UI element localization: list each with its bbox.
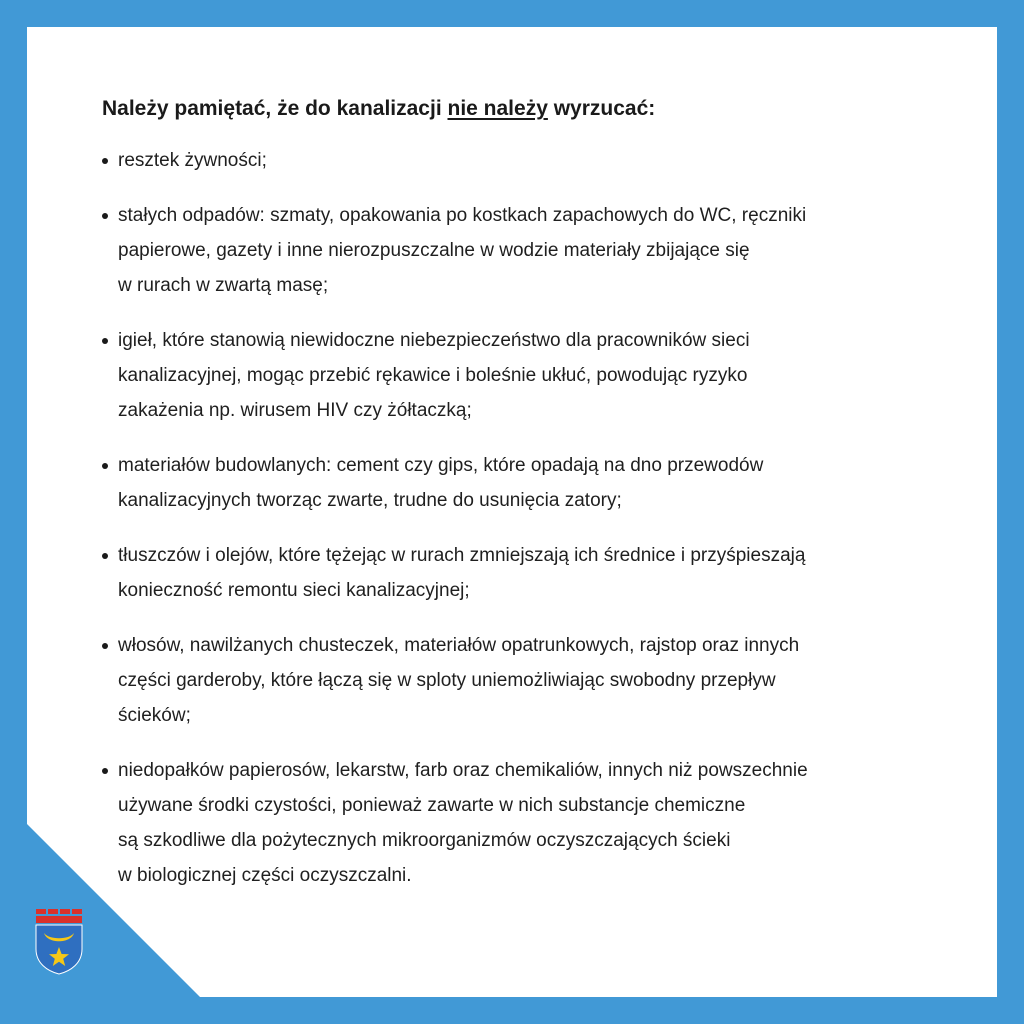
prohibited-items-list [102,143,932,913]
list-item-line: konieczność remontu sieci kanalizacyjnej; [118,580,470,601]
list-item-line: stałych odpadów: szmaty, opakowania po kostkach zapachowych do WC, ręczniki [118,205,807,226]
list-item [102,628,932,733]
list-item [102,198,932,303]
list-item-line: tłuszczów i olejów, które tężejąc w rurach zmniejszają ich średnice i przyśpieszają [118,545,806,566]
list-item-line: części garderoby, które łączą się w sploty uniemożliwiając swobodny przepływ [118,670,776,691]
list-item-line: niedopałków papierosów, lekarstw, farb oraz chemikaliów, innych niż powszechnie [118,760,808,781]
coat-of-arms-icon [35,907,83,975]
heading-prefix: Należy pamiętać, że do kanalizacji [102,97,448,120]
list-item-line: papierowe, gazety i inne nierozpuszczalne w wodzie materiały zbijające się [118,240,750,261]
list-item-line: resztek żywności; [118,150,267,171]
list-item-line: igieł, które stanowią niewidoczne niebezpieczeństwo dla pracowników sieci [118,330,750,351]
list-item [102,538,932,608]
list-item [102,323,932,428]
list-item-line: w rurach w zwartą masę; [118,275,329,296]
heading-suffix: wyrzucać: [547,97,656,120]
list-item [102,448,932,518]
page-heading [102,97,655,121]
list-item-line: ścieków; [118,705,191,726]
list-item-line: materiałów budowlanych: cement czy gips, które opadają na dno przewodów [118,455,764,476]
list-item-line: włosów, nawilżanych chusteczek, materiałów opatrunkowych, rajstop oraz innych [118,635,800,656]
list-item-line: kanalizacyjnej, mogąc przebić rękawice i boleśnie ukłuć, powodując ryzyko [118,365,748,386]
list-item-line: są szkodliwe dla pożytecznych mikroorganizmów oczyszczających ścieki [118,830,731,851]
list-item-line: w biologicznej części oczyszczalni. [118,865,412,886]
list-item-line: używane środki czystości, ponieważ zawarte w nich substancje chemiczne [118,795,746,816]
list-item-line: zakażenia np. wirusem HIV czy żółtaczką; [118,400,472,421]
list-item [102,143,932,178]
corner-decoration [0,824,200,1024]
heading-emphasis: nie należy [447,97,548,120]
list-item-line: kanalizacyjnych tworząc zwarte, trudne do usunięcia zatory; [118,490,622,511]
list-item [102,753,932,893]
